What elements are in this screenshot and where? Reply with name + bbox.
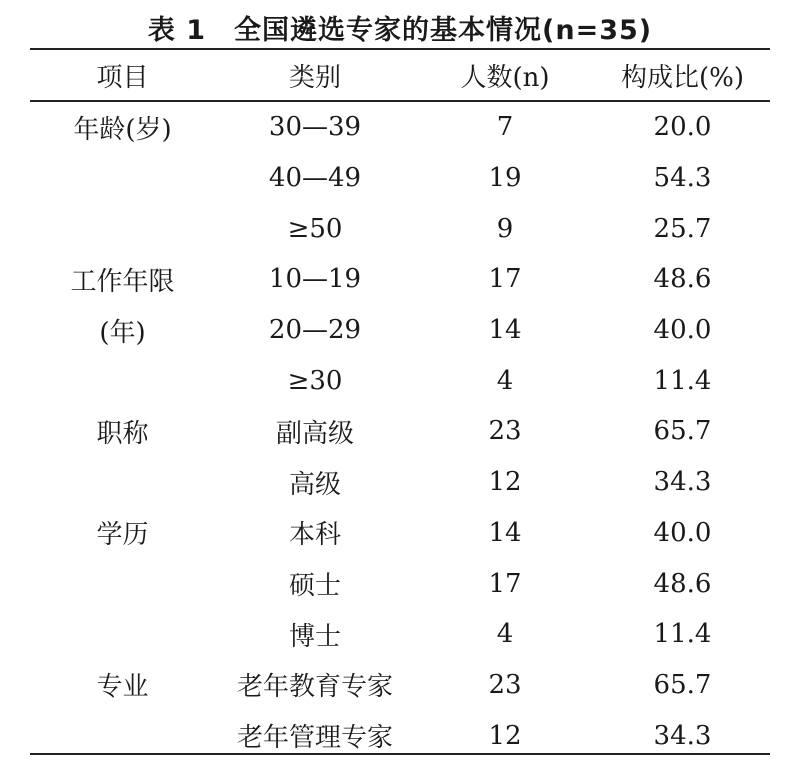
table-row <box>30 153 770 204</box>
cell-category: ≥30 <box>287 365 343 396</box>
cell-category: 高级 <box>288 469 341 500</box>
header-count: 人数(n) <box>460 62 550 93</box>
cell-ratio: 40.0 <box>653 315 712 346</box>
cell-category: 10—19 <box>268 264 362 295</box>
header-category: 类别 <box>288 62 341 93</box>
cell-category: 硕士 <box>288 571 341 602</box>
cell-ratio: 11.4 <box>653 365 712 396</box>
table-row <box>30 609 770 660</box>
cell-item: 职称 <box>96 418 149 449</box>
cell-ratio: 34.3 <box>653 720 712 751</box>
cell-category: 老年管理专家 <box>236 723 393 754</box>
cell-category: 老年教育专家 <box>236 672 393 703</box>
table-title: 表 1 全国遴选专家的基本情况(n=35) <box>147 15 653 46</box>
table-row <box>30 406 770 457</box>
cell-ratio: 34.3 <box>653 467 712 498</box>
table-row <box>30 254 770 305</box>
cell-item <box>30 558 215 609</box>
cell-ratio: 65.7 <box>653 416 712 447</box>
cell-count: 14 <box>488 315 522 346</box>
cell-category: 40—49 <box>268 163 362 194</box>
cell-count: 23 <box>488 669 522 700</box>
bottom-rule <box>30 753 770 755</box>
cell-item: (年) <box>99 317 146 348</box>
cell-category: ≥50 <box>287 213 343 244</box>
cell-item <box>30 457 215 508</box>
table-row <box>30 355 770 406</box>
cell-category: 30—39 <box>268 112 362 143</box>
cell-category: 本科 <box>288 520 341 551</box>
cell-ratio: 25.7 <box>653 213 712 244</box>
cell-count: 4 <box>496 365 514 396</box>
cell-count: 17 <box>488 264 522 295</box>
table-row <box>30 102 770 153</box>
cell-item <box>30 203 215 254</box>
cell-count: 7 <box>496 112 514 143</box>
cell-ratio: 48.6 <box>653 264 712 295</box>
header-row <box>30 50 770 100</box>
cell-ratio: 65.7 <box>653 669 712 700</box>
cell-count: 4 <box>496 619 514 650</box>
cell-count: 19 <box>488 163 522 194</box>
cell-ratio: 54.3 <box>653 163 712 194</box>
cell-count: 23 <box>488 416 522 447</box>
header-item: 项目 <box>96 62 149 93</box>
table-row <box>30 305 770 356</box>
cell-item: 专业 <box>96 672 149 703</box>
table-row <box>30 457 770 508</box>
cell-count: 12 <box>488 467 522 498</box>
cell-item <box>30 153 215 204</box>
table-row <box>30 660 770 711</box>
table-row <box>30 558 770 609</box>
cell-count: 12 <box>488 720 522 751</box>
cell-item <box>30 355 215 406</box>
table-row <box>30 508 770 559</box>
header-ratio: 构成比(%) <box>621 62 744 93</box>
cell-item: 工作年限 <box>70 266 175 297</box>
table-row <box>30 203 770 254</box>
cell-ratio: 40.0 <box>653 517 712 548</box>
cell-count: 9 <box>496 213 514 244</box>
cell-count: 17 <box>488 568 522 599</box>
cell-category: 副高级 <box>275 418 354 449</box>
cell-category: 20—29 <box>268 315 362 346</box>
cell-category: 博士 <box>288 621 341 652</box>
cell-ratio: 20.0 <box>653 112 712 143</box>
table-header <box>30 50 770 100</box>
data-table <box>30 102 770 761</box>
cell-item: 学历 <box>96 520 149 551</box>
cell-item <box>30 609 215 660</box>
cell-ratio: 11.4 <box>653 619 712 650</box>
cell-item: 年龄(岁) <box>73 114 172 145</box>
cell-count: 14 <box>488 517 522 548</box>
cell-ratio: 48.6 <box>653 568 712 599</box>
